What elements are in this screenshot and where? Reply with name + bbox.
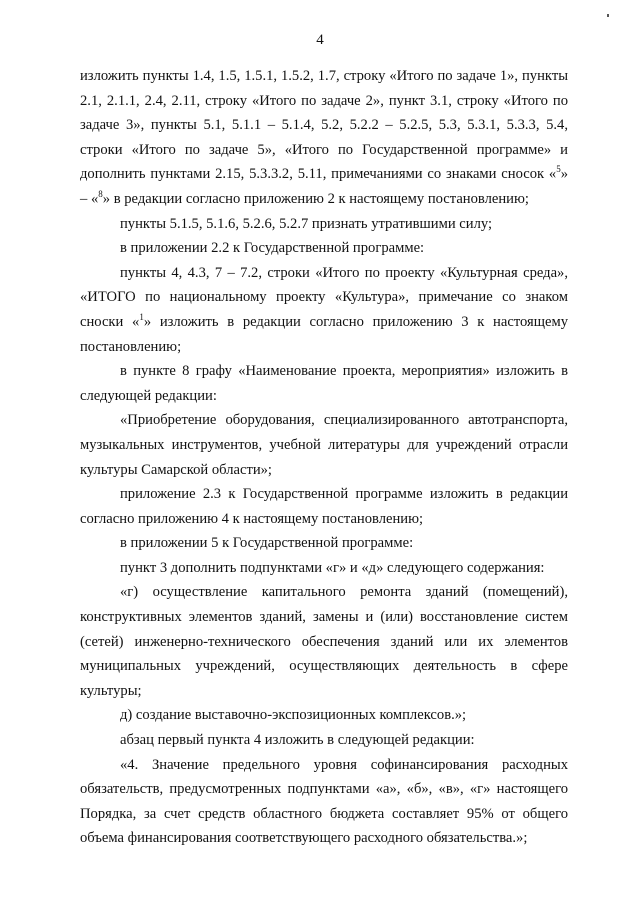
paragraph-4-text-b: » изложить в редакции согласно приложению 3 к настоящему постановлению;: [80, 313, 568, 355]
paragraph-1: [80, 64, 568, 212]
paragraph-5: в пункте 8 графу «Наименование проекта, мероприятия» изложить в следующей редакции:: [80, 363, 568, 404]
paragraph-2: пункты 5.1.5, 5.1.6, 5.2.6, 5.2.7 признать утратившими силу;: [120, 215, 493, 232]
document-body: [80, 64, 568, 851]
paragraph-13: «4. Значение предельного уровня софинансирования расходных обязательств, предусмотренных подпунктами «а», «б», «в», «г» настоящего Порядка, за счет средств областного бюджета составляет 95% от общего объема финансирования соответствующего расходного обязательства.»;: [80, 756, 568, 847]
footnote-mark-8: 8: [98, 189, 103, 200]
paragraph-12: абзац первый пункта 4 изложить в следующей редакции:: [120, 732, 475, 749]
paragraph-10: «г) осуществление капитального ремонта зданий (помещений), конструктивных элементов зданий, замены и (или) восстановление систем (сетей) инженерно-технического обеспечения зданий или их элементов муниципальных учреждений, осуществляющих деятельность в сфере культуры;: [80, 584, 568, 699]
footnote-mark-5: 5: [556, 164, 561, 175]
paragraph-7: приложение 2.3 к Государственной программе изложить в редакции согласно приложению 4 к настоящему постановлению;: [80, 486, 568, 527]
paragraph-3: в приложении 2.2 к Государственной программе:: [120, 240, 425, 257]
scan-speck: [607, 14, 609, 17]
paragraph-4-text-a: пункты 4, 4.3, 7 – 7.2, строки «Итого по проекту «Культурная среда», «ИТОГО по национальному проекту «Культура», примечание со знаком сноски «: [80, 264, 568, 330]
paragraph-6: «Приобретение оборудования, специализированного автотранспорта, музыкальных инструментов, учебной литературы для учреждений отрасли культуры Самарской области»;: [80, 412, 568, 478]
page-number: 4: [316, 32, 324, 48]
paragraph-11: д) создание выставочно-экспозиционных комплексов.»;: [120, 707, 467, 724]
paragraph-4: [80, 261, 568, 359]
paragraph-8: в приложении 5 к Государственной программе:: [120, 535, 414, 552]
paragraph-1-text-c: » в редакции согласно приложению 2 к настоящему постановлению;: [102, 190, 529, 207]
paragraph-1-text-a: изложить пункты 1.4, 1.5, 1.5.1, 1.5.2, 1.7, строку «Итого по задаче 1», пункты 2.1, 2.1.1, 2.4, 2.11, строку «Итого по задаче 2», пункт 3.1, строку «Итого по задаче 3», пункты 5.1, 5.1.1 – 5.1.4, 5.2, 5.2.2 – 5.2.5, 5.3, 5.3.1, 5.3.3, 5.4, строки «Итого по задаче 5», «Итого по Государственной программе» и дополнить пунктами 2.15, 5.3.3.2, 5.11, примечаниями со знаками сносок «: [80, 68, 568, 183]
paragraph-1-text-b: » – «: [80, 166, 568, 207]
footnote-mark-1: 1: [139, 312, 144, 323]
paragraph-9: пункт 3 дополнить подпунктами «г» и «д» следующего содержания:: [120, 559, 545, 576]
